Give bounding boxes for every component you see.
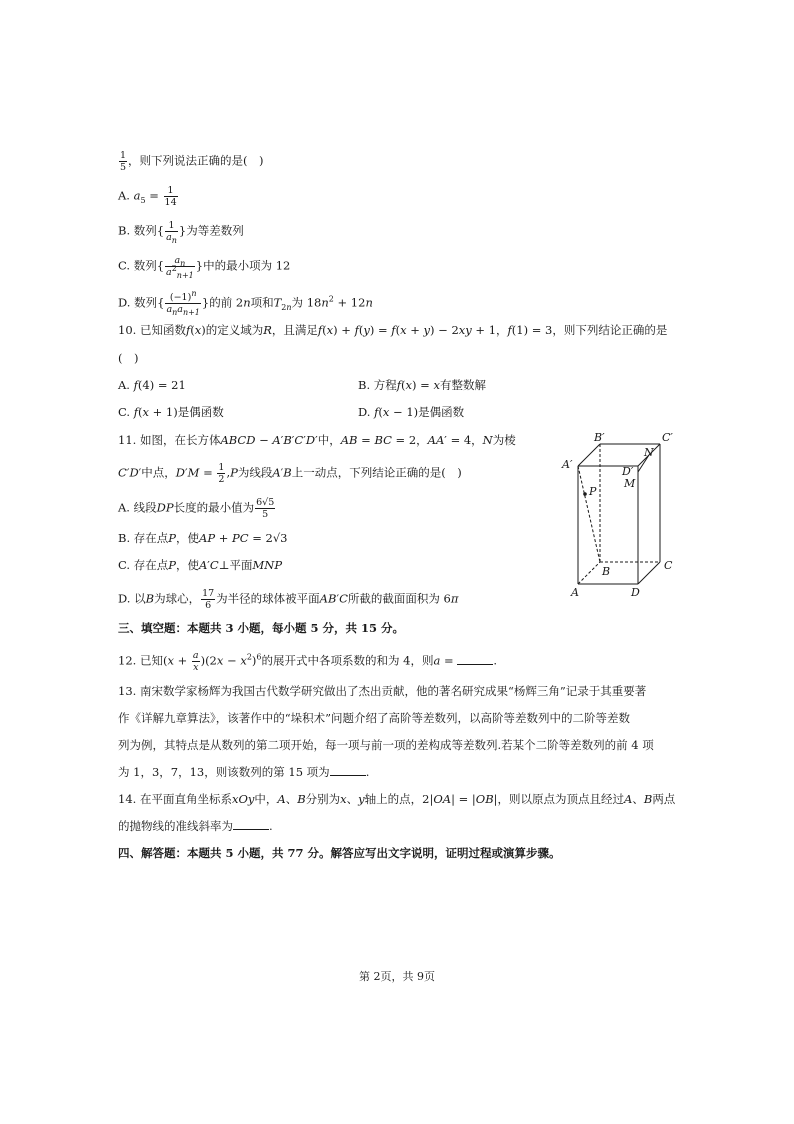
label-A1: A′ — [562, 458, 573, 471]
label-P: P — [589, 485, 597, 498]
cuboid-figure — [558, 428, 688, 600]
answer-blank — [233, 819, 269, 830]
q13-line4: 为 1，3，7，13，则该数列的第 15 项为 . — [118, 765, 370, 779]
section-4-heading: 四、解答题：本题共 5 小题，共 77 分。解答应写出文字说明，证明过程或演算步骤。 — [118, 846, 561, 860]
q9-option-a: A. $a_5$ = $\frac{1}{14}$ — [118, 185, 177, 208]
q11-stem-line2: C′D′中点，D′M = $\frac{1}{2}$ ,P为线段A′B上一动点，下列结论正确的是( ) — [118, 462, 462, 485]
q11-option-a: A. 线段DP长度的最小值为 $\frac{6√5}{5}$ — [118, 497, 275, 520]
q10-option-c: C. f(x + 1)是偶函数 — [118, 405, 224, 419]
q14-line1: 14. 在平面直角坐标系xOy中，A、B分别为x、y轴上的点，2|OA| = |OB|，则以原点为顶点且经过A、B两点 — [118, 792, 676, 806]
q11-stem: 11. 如图，在长方体ABCD − A′B′C′D′中，AB = BC = 2，AA′ = 4，N为棱 — [118, 433, 516, 447]
label-N: N — [644, 446, 654, 459]
q13-line2: 作《详解九章算法》，该著作中的“垛积术”问题介绍了高阶等差数列，以高阶等差数列中的二阶等差数 — [118, 711, 631, 725]
label-B1: B′ — [594, 431, 605, 444]
q9-stem: $\frac{1}{5}$ ，则下列说法正确的是( ) — [120, 150, 264, 173]
q10-option-d: D. f(x − 1)是偶函数 — [358, 405, 465, 419]
label-D: D — [631, 586, 640, 599]
point-P — [583, 492, 587, 496]
label-C: C — [664, 559, 673, 572]
edge-CD — [638, 562, 660, 584]
q10-option-b: B. 方程f(x) = x有整数解 — [358, 378, 486, 392]
section-3-heading: 三、填空题：本题共 3 小题，每小题 5 分，共 15 分。 — [118, 621, 405, 635]
q9-option-c: C. 数列{ $\frac{a_n}{a^2_{n+1}}$ }中的最小项为 12 — [118, 255, 291, 280]
q13-line3: 列为例，其特点是从数列的第二项开始，每一项与前一项的差构成等差数列.若某个二阶等差数列的前 4 项 — [118, 738, 654, 752]
q9-option-d: D. 数列{ $\frac{(-1)^n}{a_na_{n+1}}$ }的前 2n项和$T_{2n}$为 $18n^2 + 12n$ — [118, 288, 373, 317]
q11-option-c: C. 存在点P，使A′C⊥平面MNP — [118, 558, 283, 572]
q10-stem: 10. 已知函数f(x)的定义域为R，且满足f(x) + f(y) = f(x + y) − 2xy + 1，f(1) = 3，则下列结论正确的是 — [118, 323, 668, 337]
page-footer: 第 2页，共 9页 — [359, 970, 435, 983]
edge-AB-hidden — [578, 562, 600, 584]
q10-stem-line2: ( ) — [118, 351, 139, 365]
q13-line1: 13. 南宋数学家杨辉为我国古代数学研究做出了杰出贡献，他的著名研究成果“杨辉三角”记录于其重要著 — [118, 684, 647, 698]
q14-line2: 的抛物线的准线斜率为 . — [118, 819, 273, 833]
edge-A1B1 — [578, 444, 600, 466]
q10-option-a: A. f(4) = 21 — [118, 378, 186, 392]
segment-A1B-hidden — [578, 466, 600, 562]
answer-blank — [330, 765, 366, 776]
label-A: A — [571, 586, 579, 599]
label-B: B — [602, 565, 611, 578]
label-C1: C′ — [662, 431, 673, 444]
q11-option-b: B. 存在点P，使AP + PC = 2√3 — [118, 531, 288, 545]
label-M: M — [624, 477, 636, 490]
q9-stem-fraction: $\frac{1}{5}$ — [120, 150, 127, 173]
q12: 12. 已知(x + $\frac{a}{x}$ )$(2x - x^2)^6$的展开式中各项系数的和为 4，则a = . — [118, 650, 497, 673]
label-D1: D′ — [622, 465, 634, 478]
q11-option-d: D. 以B为球心， $\frac{17}{6}$ 为半径的球体被平面AB′C所截的截面面积为 6π — [118, 588, 459, 611]
answer-blank — [457, 654, 493, 665]
q9-option-b: B. 数列{ $\frac{1}{a_n}$ }为等差数列 — [118, 220, 244, 245]
